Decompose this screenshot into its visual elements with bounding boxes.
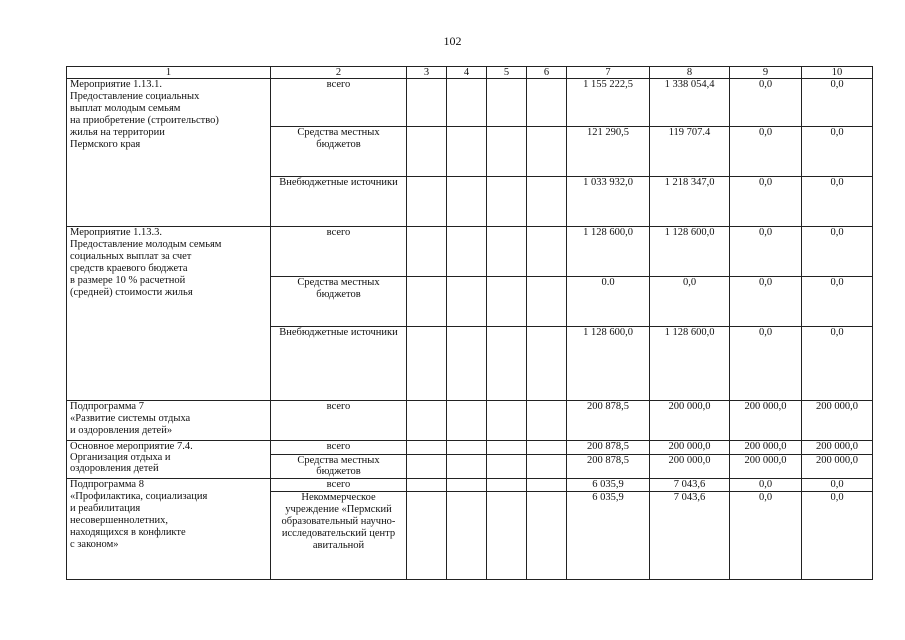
value-col9: 200 000,0 <box>730 401 802 441</box>
value-col8: 7 043,6 <box>650 479 730 492</box>
value-col9: 0,0 <box>730 227 802 277</box>
value-col7: 1 128 600,0 <box>567 227 650 277</box>
header-cell: 5 <box>487 67 527 79</box>
value-col9: 0,0 <box>730 79 802 127</box>
value-col10: 0,0 <box>802 492 873 580</box>
value-col9: 0,0 <box>730 127 802 177</box>
table-row <box>67 441 873 455</box>
value-col7: 1 155 222,5 <box>567 79 650 127</box>
table-row <box>67 79 873 127</box>
funding-source: всего <box>271 441 407 455</box>
header-cell: 7 <box>567 67 650 79</box>
funding-source: всего <box>271 401 407 441</box>
value-col8: 1 218 347,0 <box>650 177 730 227</box>
value-col7: 1 033 932,0 <box>567 177 650 227</box>
value-col7: 121 290,5 <box>567 127 650 177</box>
value-col8: 200 000,0 <box>650 441 730 455</box>
header-cell: 6 <box>527 67 567 79</box>
value-col7: 0.0 <box>567 277 650 327</box>
table-row <box>67 401 873 441</box>
value-col7: 1 128 600,0 <box>567 327 650 401</box>
value-col8: 1 128 600,0 <box>650 227 730 277</box>
value-col8: 200 000,0 <box>650 401 730 441</box>
value-col10: 200 000,0 <box>802 441 873 455</box>
value-col8: 200 000,0 <box>650 455 730 479</box>
funding-source: всего <box>271 227 407 277</box>
funding-source: всего <box>271 479 407 492</box>
value-col9: 0,0 <box>730 177 802 227</box>
header-cell: 10 <box>802 67 873 79</box>
value-col7: 6 035,9 <box>567 492 650 580</box>
page-number: 102 <box>443 34 462 48</box>
value-col8: 119 707.4 <box>650 127 730 177</box>
value-col7: 200 878,5 <box>567 455 650 479</box>
value-col10: 0,0 <box>802 127 873 177</box>
value-col9: 200 000,0 <box>730 441 802 455</box>
header-cell: 2 <box>271 67 407 79</box>
value-col10: 0,0 <box>802 177 873 227</box>
value-col9: 200 000,0 <box>730 455 802 479</box>
event-description: Мероприятие 1.13.1. Предоставление социальных выплат молодым семьям на приобретение (строительство) жилья на территории Пермского края <box>67 79 271 227</box>
value-col10: 0,0 <box>802 79 873 127</box>
value-col8: 1 128 600,0 <box>650 327 730 401</box>
funding-source: Средства местных бюджетов <box>271 455 407 479</box>
event-description: Мероприятие 1.13.3. Предоставление молодым семьям социальных выплат за счет средств краевого бюджета в размере 10 % расчетной (средней) стоимости жилья <box>67 227 271 401</box>
value-col7: 200 878,5 <box>567 401 650 441</box>
funding-source: Внебюджетные источники <box>271 327 407 401</box>
value-col9: 0,0 <box>730 492 802 580</box>
funding-source: Некоммерческое учреждение «Пермский образовательный научно-исследовательский центр авитальной <box>271 492 407 580</box>
event-description: Основное мероприятие 7.4. Организация отдыха и оздоровления детей <box>67 441 271 479</box>
table-row <box>67 479 873 492</box>
header-row <box>67 67 873 79</box>
value-col10: 0,0 <box>802 227 873 277</box>
value-col8: 1 338 054,4 <box>650 79 730 127</box>
header-cell: 8 <box>650 67 730 79</box>
value-col10: 0,0 <box>802 277 873 327</box>
funding-source: Средства местных бюджетов <box>271 127 407 177</box>
value-col10: 0,0 <box>802 327 873 401</box>
header-cell: 1 <box>67 67 271 79</box>
value-col9: 0,0 <box>730 277 802 327</box>
table-row <box>67 227 873 277</box>
value-col7: 200 878,5 <box>567 441 650 455</box>
value-col8: 0,0 <box>650 277 730 327</box>
value-col7: 6 035,9 <box>567 479 650 492</box>
event-description: Подпрограмма 8 «Профилактика, социализация и реабилитация несовершеннолетних, находящихся в конфликте с законом» <box>67 479 271 580</box>
value-col10: 200 000,0 <box>802 455 873 479</box>
value-col10: 200 000,0 <box>802 401 873 441</box>
budget-table <box>66 66 873 580</box>
header-cell: 9 <box>730 67 802 79</box>
header-cell: 4 <box>447 67 487 79</box>
header-cell: 3 <box>407 67 447 79</box>
event-description: Подпрограмма 7 «Развитие системы отдыха и оздоровления детей» <box>67 401 271 441</box>
value-col9: 0,0 <box>730 327 802 401</box>
value-col10: 0,0 <box>802 479 873 492</box>
funding-source: всего <box>271 79 407 127</box>
funding-source: Внебюджетные источники <box>271 177 407 227</box>
funding-source: Средства местных бюджетов <box>271 277 407 327</box>
value-col8: 7 043,6 <box>650 492 730 580</box>
value-col9: 0,0 <box>730 479 802 492</box>
